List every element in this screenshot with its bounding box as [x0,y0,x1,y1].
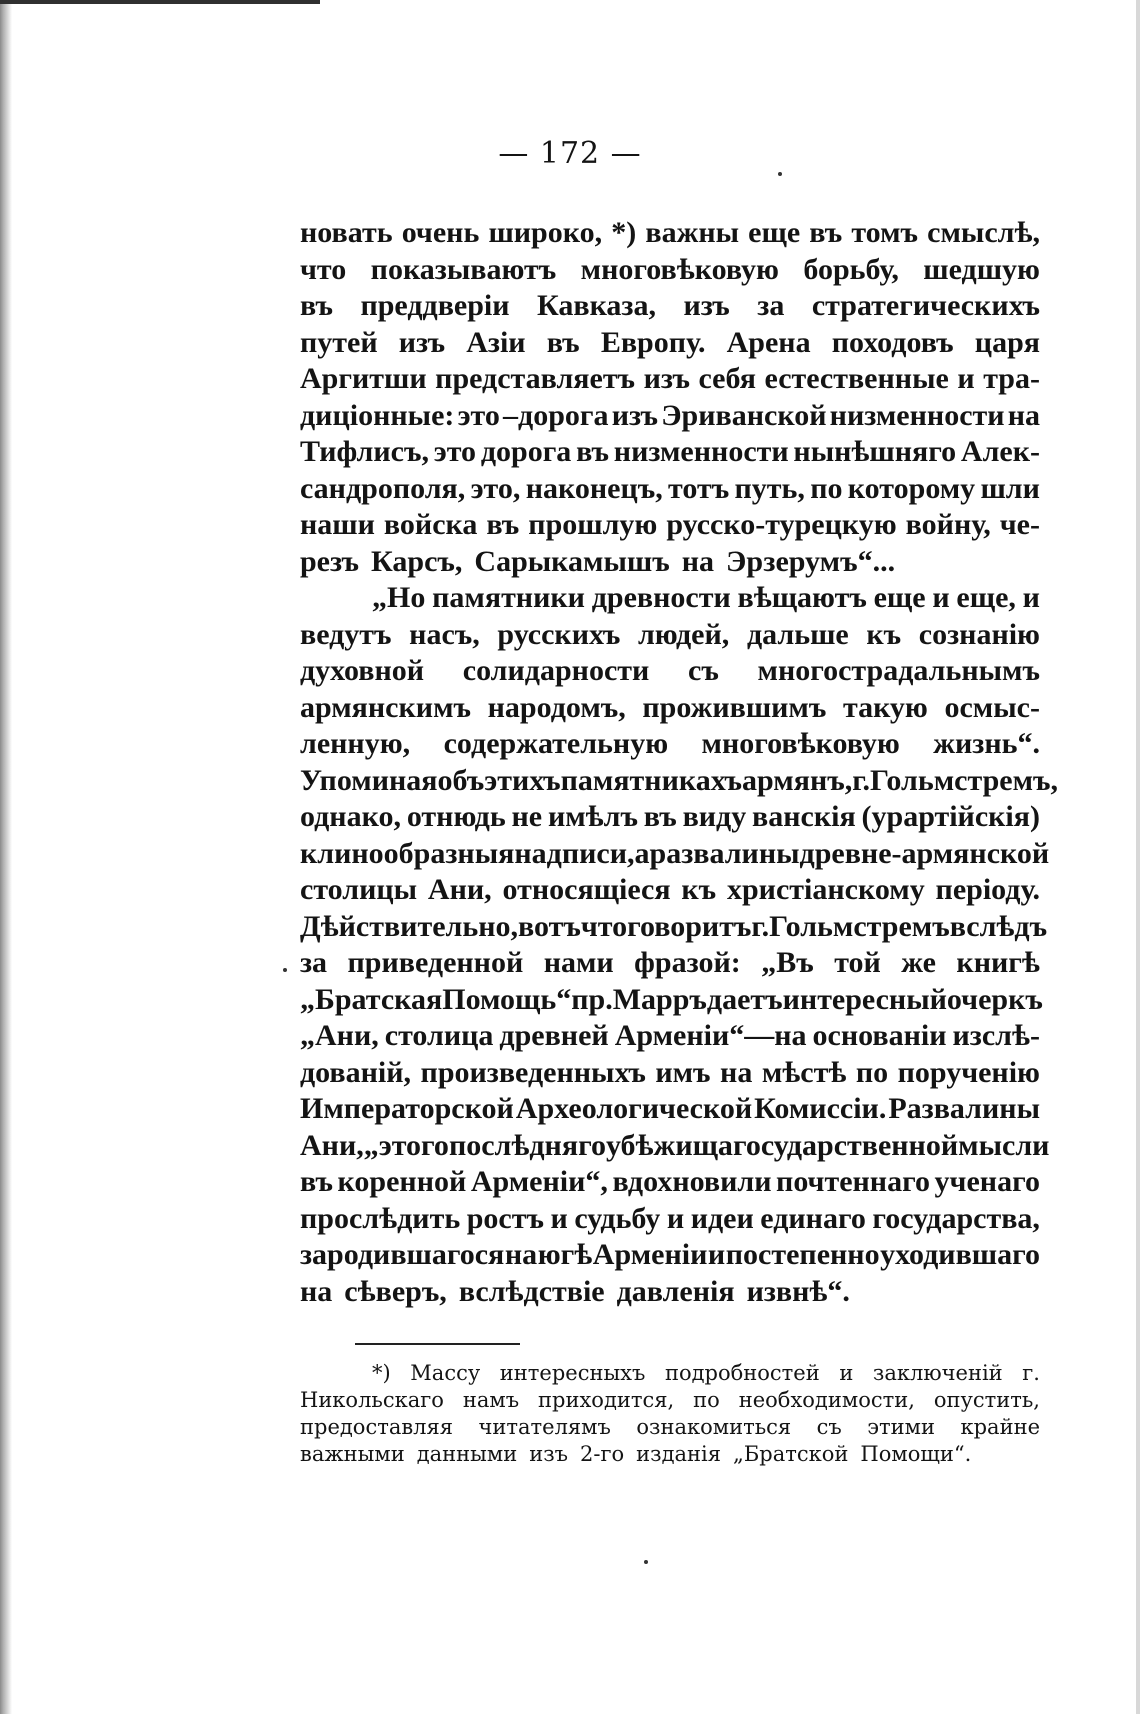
text-line: новать очень широко, *) важны еще въ томъ смыслѣ, [300,216,1040,249]
scan-speck [283,968,287,972]
footnote-line: предоставляя читателямъ ознакомиться съ этими крайне [300,1415,1040,1439]
text-line: прослѣдить ростъ и судьбу и идеи единаго государства, [300,1201,1040,1235]
scan-edge-right [1136,0,1140,1714]
text-line: за приведенной нами фразой: „Въ той же книгѣ [300,946,1040,979]
text-line: диціонные: это –дорога изъ Эриванской низменности на [300,398,1040,432]
text-line: что показываютъ многовѣковую борьбу, шедшую [300,252,1040,286]
footnote [300,1360,1040,1468]
text-line: ленную, содержательную многовѣковую жизнь“. [300,727,1040,760]
text-line: клинообразныя надписи, а развалины древне-армянской [300,836,1050,870]
scan-edge-top [0,0,320,4]
text-line: „Но памятники древности вѣщаютъ еще и еще, и [372,581,1040,614]
text-line: Ани, „этого послѣдняго убѣжища государственной мысли [300,1128,1050,1162]
text-line: духовной солидарности съ многострадальнымъ [300,654,1040,687]
footnote-line: важными данными изъ 2-го изданія „Братской Помощи“. [300,1442,972,1466]
text-line: въ преддверіи Кавказа, изъ за стратегическихъ [300,289,1040,322]
footnote-line: *) Массу интересныхъ подробностей и заключеній г. [372,1361,1040,1385]
text-line: на сѣверъ, вслѣдствіе давленія извнѣ“. [300,1274,850,1308]
text-line: Аргитши представляетъ изъ себя естественные и тра- [300,362,1040,395]
footnote-divider [355,1343,520,1345]
text-line: „Ани, столица древней Арменіи“—на основаніи изслѣ- [300,1019,1040,1052]
page-number: — 172 — [498,136,642,171]
text-line: сандрополя, это, наконецъ, тотъ путь, по которому шли [300,471,1040,505]
text-line: Императорской Археологической Комиссіи. Развалины [300,1092,1040,1125]
text-line: однако, отнюдь не имѣлъ въ виду ванскія (урартійскія) [300,800,1040,833]
scan-speck [778,172,782,176]
text-line: Упоминая объ этихъ памятникахъ армянъ, г. Гольмстремъ, [300,763,1058,797]
body-text [300,215,1058,1310]
text-line: наши войска въ прошлую русско-турецкую войну, че- [300,508,1040,541]
text-line: ведутъ насъ, русскихъ людей, дальше къ сознанію [300,617,1040,651]
text-line: путей изъ Азіи въ Европу. Арена походовъ царя [300,325,1040,359]
text-line: армянскимъ народомъ, прожившимъ такую осмыс- [300,690,1040,724]
scan-edge-left [0,0,12,1714]
text-line: столицы Ани, относящіеся къ христіанскому періоду. [300,873,1040,906]
text-line: Тифлисъ, это дорога въ низменности нынѣшняго Алек- [300,435,1040,468]
text-line: „Братская Помощь“ пр. Марръ даетъ интересный очеркъ [300,982,1043,1016]
text-line: въ коренной Арменіи“, вдохновили почтеннаго ученаго [300,1165,1040,1198]
text-line: Дѣйствительно, вотъ что говоритъ г. Гольмстремъ вслѣдъ [300,909,1048,943]
text-line: дованій, произведенныхъ имъ на мѣстѣ по порученію [300,1055,1040,1089]
footnote-line: Никольскаго намъ приходится, по необходимости, опустить, [300,1388,1040,1412]
text-line: зародившагося на югѣ Арменіи и постепенно уходившаго [300,1238,1040,1271]
text-line: резъ Карсъ, Сарыкамышъ на Эрзерумъ“... [300,544,896,578]
scan-speck [644,1560,648,1564]
